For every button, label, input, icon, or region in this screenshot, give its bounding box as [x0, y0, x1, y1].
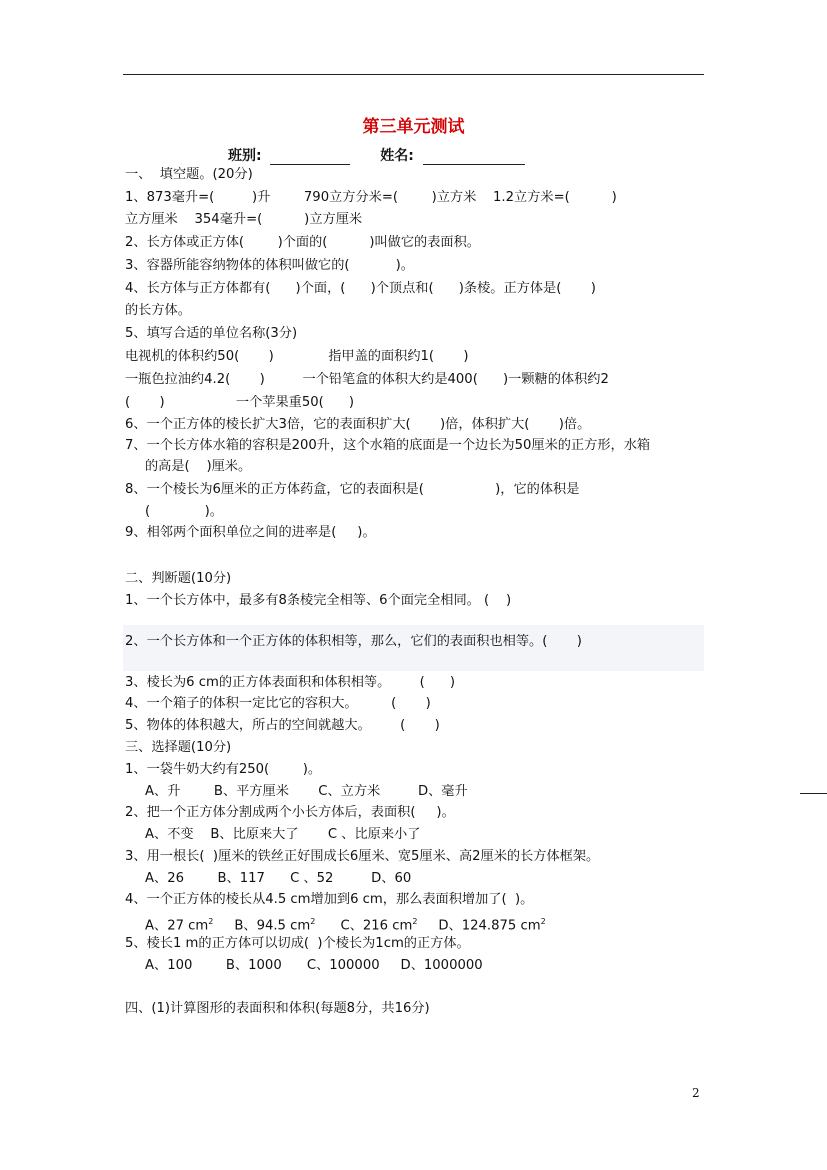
option-d: D、124.875 cm — [417, 918, 541, 934]
choice-3: 3、用一根长( )厘米的铁丝正好围成长6厘米、宽5厘米、高2厘米的长方体框架。 — [125, 849, 600, 864]
choice-1-options: A、升 B、平方厘米 C、立方米 D、毫升 — [145, 784, 468, 799]
choice-4: 4、一个正方体的棱长从4.5 cm增加到6 cm，那么表面积增加了( )。 — [125, 892, 534, 907]
superscript: 2 — [208, 917, 214, 926]
judgment-4: 4、一个箱子的体积一定比它的容积大。 ( ) — [125, 696, 431, 711]
name-blank — [423, 150, 525, 165]
question-4-cont: 的长方体。 — [125, 303, 191, 318]
choice-3-options: A、26 B、117 C 、52 D、60 — [145, 871, 412, 886]
question-7: 7、一个长方体水箱的容积是200升，这个水箱的底面是一个边长为50厘米的正方形，水箱 — [125, 438, 651, 453]
question-9: 9、相邻两个面积单位之间的进率是( )。 — [125, 525, 376, 540]
question-8-cont: ( )。 — [145, 504, 223, 519]
page-number: 2 — [692, 1086, 700, 1100]
question-7-cont: 的高是( )厘米。 — [145, 459, 252, 474]
question-5-line-c: ( ) 一个苹果重50( ) — [125, 395, 355, 410]
option-a: A、27 cm — [145, 918, 209, 934]
section-3-heading: 三、选择题(10分) — [125, 740, 232, 755]
class-name-line — [228, 145, 525, 165]
choice-1: 1、一袋牛奶大约有250( )。 — [125, 762, 322, 777]
margin-mark — [800, 793, 827, 794]
class-blank — [270, 150, 350, 165]
judgment-2: 2、一个长方体和一个正方体的体积相等，那么，它们的表面积也相等。( ) — [125, 634, 582, 649]
question-1: 1、873毫升=( )升 790立方分米=( )立方米 1.2立方米=( ) — [125, 190, 617, 205]
page-title: 第三单元测试 — [362, 117, 465, 137]
judgment-3: 3、棱长为6 cm的正方体表面积和体积相等。 ( ) — [125, 675, 456, 690]
section-2-heading: 二、判断题(10分) — [125, 571, 232, 586]
question-3: 3、容器所能容纳物体的体积叫做它的( )。 — [125, 258, 414, 273]
question-8: 8、一个棱长为6厘米的正方体药盒，它的表面积是( )，它的体积是 — [125, 482, 580, 497]
choice-5-options: A、100 B、1000 C、100000 D、1000000 — [145, 958, 483, 973]
name-label: 姓名: — [380, 148, 414, 164]
superscript: 2 — [412, 917, 418, 926]
judgment-1: 1、一个长方体中，最多有8条棱完全相等、6个面完全相同。 ( ) — [125, 593, 512, 608]
superscript: 2 — [310, 917, 316, 926]
question-5-line-a: 电视机的体积约50( ) 指甲盖的面积约1( ) — [125, 349, 469, 364]
option-b: B、94.5 cm — [213, 918, 311, 934]
superscript: 2 — [540, 917, 546, 926]
choice-4-options — [145, 913, 546, 935]
section-4-heading: 四、(1)计算图形的表面积和体积(每题8分，共16分) — [125, 1001, 430, 1016]
question-1-cont: 立方厘米 354毫升=( )立方厘米 — [125, 212, 363, 227]
choice-2: 2、把一个正方体分割成两个小长方体后，表面积( )。 — [125, 805, 455, 820]
question-5: 5、填写合适的单位名称(3分) — [125, 326, 298, 341]
section-1-heading: 一、 填空题。(20分) — [125, 167, 253, 182]
question-4: 4、长方体与正方体都有( )个面，( )个顶点和( )条棱。正方体是( ) — [125, 281, 596, 296]
question-6: 6、一个正方体的棱长扩大3倍，它的表面积扩大( )倍，体积扩大( )倍。 — [125, 417, 591, 432]
question-2: 2、长方体或正方体( )个面的( )叫做它的表面积。 — [125, 235, 480, 250]
question-5-line-b: 一瓶色拉油约4.2( ) 一个铅笔盒的体积大约是400( )一颗糖的体积约2 — [125, 372, 609, 387]
choice-5: 5、棱长1 m的正方体可以切成( )个棱长为1cm的正方体。 — [125, 936, 470, 951]
option-c: C、216 cm — [315, 918, 413, 934]
choice-2-options: A、不变 B、比原来大了 C 、比原来小了 — [145, 827, 421, 842]
header-rule — [123, 74, 704, 75]
class-label: 班别: — [228, 148, 262, 164]
judgment-5: 5、物体的体积越大，所占的空间就越大。 ( ) — [125, 718, 440, 733]
